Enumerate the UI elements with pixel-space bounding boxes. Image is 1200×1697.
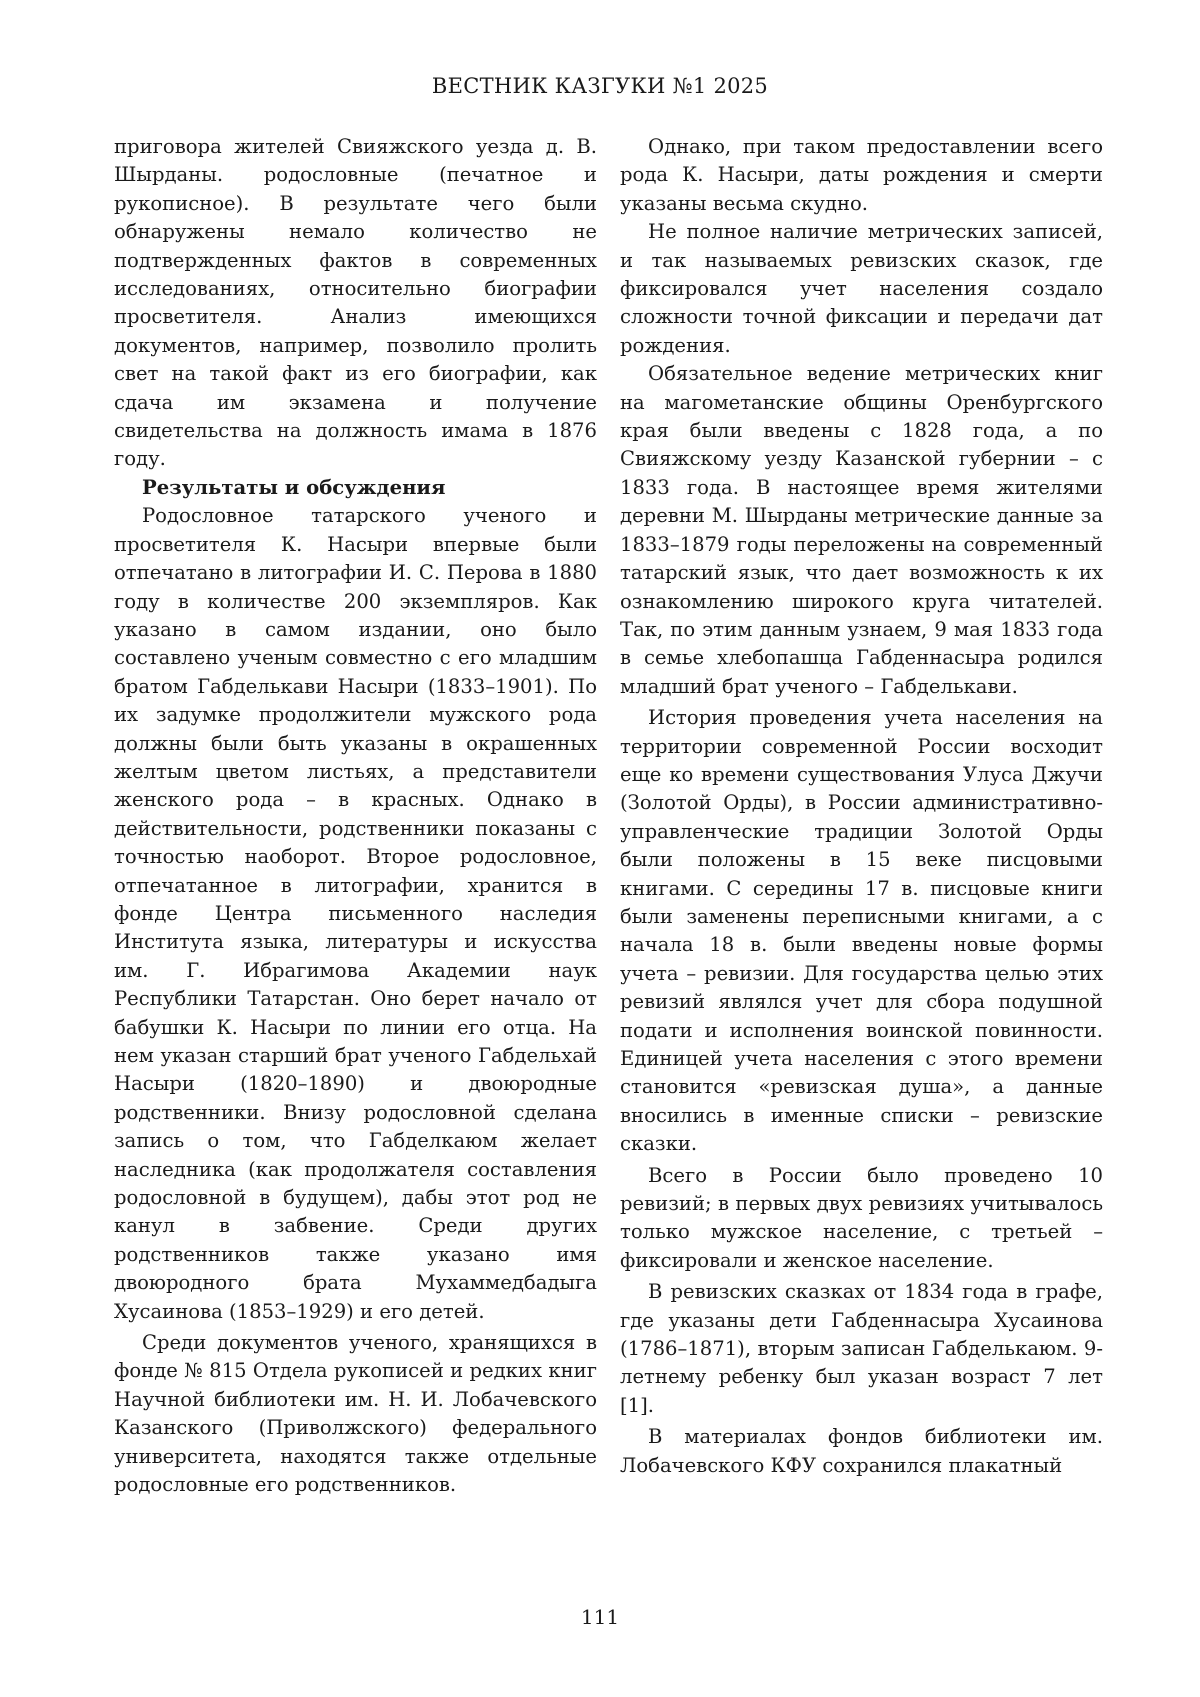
paragraph: Однако, при таком предоставлении всего рода К. Насыри, даты рождения и смерти указаны весьма скудно. [620, 135, 1103, 215]
left-column [114, 133, 597, 1500]
page-number: 111 [580, 1605, 620, 1629]
paragraph: История проведения учета населения на территории современной России восходит еще ко времени существования Улуса Джучи (Золотой Орды), в России административно-управленческие традиции Золотой Орды были положены в 15 веке писцовыми книгами. С середины 17 в. писцовые книги были заменены переписными книгами, а с начала 18 в. были введены новые формы учета – ревизии. Для государства целью этих ревизий являлся учет для сбора подушной подати и исполнения воинской повинности. Единицей учета населения с этого времени становится «ревизская душа», а данные вносились в именные списки – ревизские сказки. [620, 706, 1103, 1156]
paragraph: Обязательное ведение метрических книг на магометанские общины Оренбургского края были введены с 1828 года, а по Свияжскому уезду Казанской губернии – с 1833 года. В настоящее время жителями деревни М. Шырданы метрические данные за 1833–1879 годы переложены на современный татарский язык, что дает возможность к их ознакомлению широкого круга читателей. Так, по этим данным узнаем, 9 мая 1833 года в семье хлебопашца Габденнасыра родился младший брат ученого – Габделькави. [620, 362, 1103, 698]
right-column [620, 133, 1103, 1480]
journal-header: ВЕСТНИК КАЗГУКИ №1 2025 [431, 74, 769, 98]
paragraph: Родословное татарского ученого и просветителя К. Насыри впервые были отпечатано в литографии И. С. Перова в 1880 году в количестве 200 экземпляров. Как указано в самом издании, оно было составлено ученым совместно с его младшим братом Габделькави Насыри (1833–1901). По их задумке продолжители мужского рода должны были быть указаны в окрашенных желтым цветом листьях, а представители женского рода – в красных. Однако в действительности, родственники показаны с точностью наоборот. Второе родословное, отпечатанное в литографии, хранится в фонде Центра письменного наследия Института языка, литературы и искусства им. Г. Ибрагимова Академии наук Республики Татарстан. Оно берет начало от бабушки К. Насыри по линии его отца. На нем указан старший брат ученого Габдельхай Насыри (1820–1890) и двоюродные родственники. Внизу родословной сделана запись о том, что Габделкаюм желает наследника (как продолжателя составления родословной в будущем), дабы этот род не канул в забвение. Среди других родственников также указано имя двоюродного брата Мухаммедбадыга Хусаинова (1853–1929) и его детей. [114, 504, 597, 1323]
paragraph: Не полное наличие метрических записей, и так называемых ревизских сказок, где фиксировался учет населения создало сложности точной фиксации и передачи дат рождения. [620, 220, 1103, 357]
section-heading: Результаты и обсуждения [142, 475, 446, 499]
paragraph: Всего в России было проведено 10 ревизий; в первых двух ревизиях учитывалось только мужское население, с третьей – фиксировали и женское население. [620, 1163, 1103, 1272]
paragraph: В материалах фондов библиотеки им. Лобачевского КФУ сохранился плакатный [620, 1425, 1103, 1477]
paragraph: Среди документов ученого, хранящихся в фонде № 815 Отдела рукописей и редких книг Научной библиотеки им. Н. И. Лобачевского Казанского (Приволжского) федерального университета, находятся также отдельные родословные его родственников. [114, 1331, 597, 1497]
paragraph: приговора жителей Свияжского уезда д. В. Шырданы. родословные (печатное и рукописное). В результате чего были обнаружены немало количество не подтвержденных фактов в современных исследованиях, относительно биографии просветителя. Анализ имеющихся документов, например, позволило пролить свет на такой факт из его биографии, как сдача им экзамена и получение свидетельства на должность имама в 1876 году. [114, 135, 597, 471]
paragraph: В ревизских сказках от 1834 года в графе, где указаны дети Габденнасыра Хусаинова (1786–1871), вторым записан Габделькаюм. 9-летнему ребенку был указан возраст 7 лет [1]. [620, 1280, 1103, 1417]
